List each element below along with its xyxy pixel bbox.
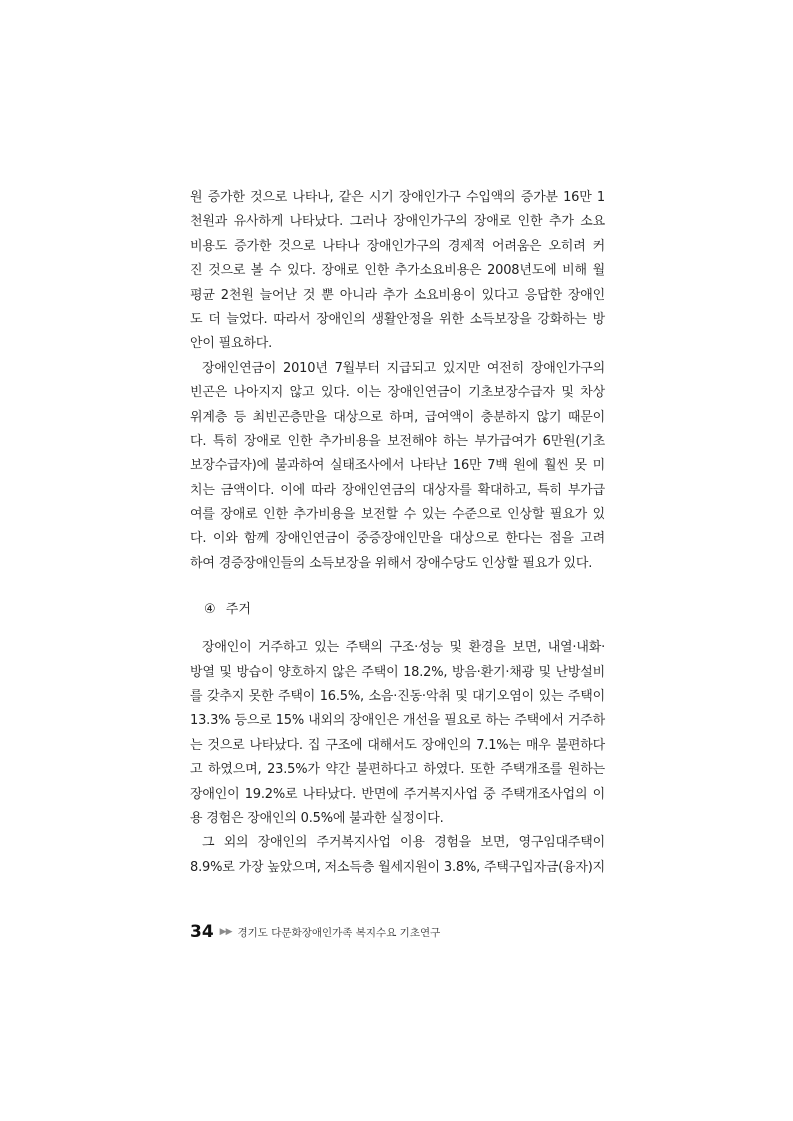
text-line: 치는 금액이다. 이에 따라 장애인연금의 대상자를 확대하고, 특히 부가급 <box>190 482 605 498</box>
text-line: 진 것으로 볼 수 있다. 장애로 인한 추가소요비용은 2008년도에 비해 월 <box>190 263 605 279</box>
text-line: 방열 및 방습이 양호하지 않은 주택이 18.2%, 방음·환기·채광 및 난방설비 <box>190 664 605 680</box>
paragraph <box>190 636 605 831</box>
text-line: 원 증가한 것으로 나타나, 같은 시기 장애인가구 수입액의 증가분 16만 1 <box>190 190 605 205</box>
text-line: 그 외의 장애인의 주거복지사업 이용 경험을 보면, 영구임대주택이 <box>202 835 605 851</box>
text-line: 도 더 늘었다. 따라서 장애인의 생활안정을 위한 소득보장을 강화하는 방 <box>190 311 605 327</box>
running-title: 경기도 다문화장애인가족 복지수요 기초연구 <box>237 926 441 939</box>
text-line: 장애인연금이 2010년 7월부터 지급되고 있지만 여전히 장애인가구의 <box>202 360 605 376</box>
text-line: 다. 이와 함께 장애인연금이 중증장애인만을 대상으로 한다는 점을 고려 <box>190 531 605 547</box>
text-line: 고 하였으며, 23.5%가 약간 불편하다고 하였다. 또한 주택개조를 원하는 <box>190 762 605 778</box>
page-footer <box>190 922 440 942</box>
text-line: 비용도 증가한 것으로 나타나 장애인가구의 경제적 어려움은 오히려 커 <box>190 238 605 254</box>
text-line: 장애인이 거주하고 있는 주택의 구조·성능 및 환경을 보면, 내열·내화· <box>202 640 605 656</box>
section-title: 주거 <box>225 602 251 618</box>
text-line: 13.3% 등으로 15% 내외의 장애인은 개선을 필요로 하는 주택에서 거주하 <box>190 713 605 729</box>
text-line: 여를 장애로 인한 추가비용을 보전할 수 있는 수준으로 인상할 필요가 있 <box>190 507 605 523</box>
text-line: 는 것으로 나타났다. 집 구조에 대해서도 장애인의 7.1%는 매우 불편하다 <box>190 737 605 753</box>
text-line: 위계층 등 최빈곤층만을 대상으로 하며, 급여액이 충분하지 않기 때문이 <box>190 409 605 425</box>
page-number: 34 <box>190 922 214 942</box>
paragraph <box>190 357 605 577</box>
spacer <box>190 576 605 598</box>
text-line: 용 경험은 장애인의 0.5%에 불과한 실정이다. <box>190 810 444 826</box>
text-line: 평균 2천원 늘어난 것 뿐 아니라 추가 소요비용이 있다고 응답한 장애인 <box>190 287 605 303</box>
text-line: 안이 필요하다. <box>190 336 273 352</box>
text-line: 보장수급자)에 불과하여 실태조사에서 나타난 16만 7백 원에 훨씬 못 미 <box>190 458 605 474</box>
text-line: 빈곤은 나아지지 않고 있다. 이는 장애인연금이 기초보장수급자 및 차상 <box>190 385 605 401</box>
text-line: 8.9%로 가장 높았으며, 저소득층 월세지원이 3.8%, 주택구입자금(융자)지 <box>190 859 605 875</box>
text-line: 천원과 유사하게 나타났다. 그러나 장애인가구의 장애로 인한 추가 소요 <box>190 214 605 230</box>
section-marker: ④ <box>204 602 216 618</box>
text-line: 장애인이 19.2%로 나타났다. 반면에 주거복지사업 중 주택개조사업의 이 <box>190 786 605 802</box>
body-text <box>190 186 605 880</box>
paragraph <box>190 831 605 880</box>
text-line: 를 갖추지 못한 주택이 16.5%, 소음·진동·악취 및 대기오염이 있는 주택이 <box>190 689 605 705</box>
text-line: 다. 특히 장애로 인한 추가비용을 보전해야 하는 부가급여가 6만원(기초 <box>190 433 605 449</box>
paragraph <box>190 186 605 357</box>
section-heading <box>190 598 605 622</box>
text-line: 하여 경증장애인들의 소득보장을 위해서 장애수당도 인상할 필요가 있다. <box>190 555 593 571</box>
double-arrow-icon: ▶▶ <box>219 927 232 937</box>
